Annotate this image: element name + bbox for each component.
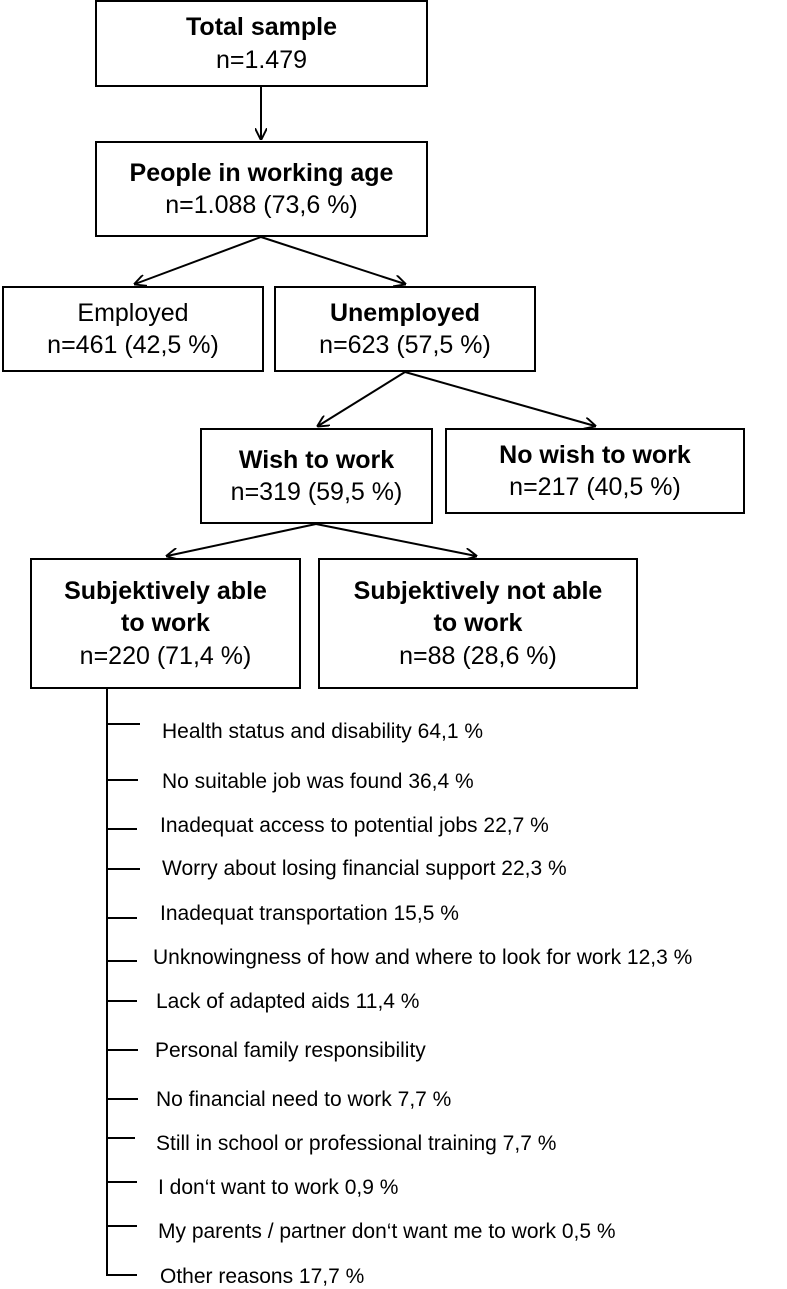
arrow-working-age-to-employed (135, 237, 261, 284)
employed-title: Employed (77, 298, 189, 327)
able-to-work-title-line1: Subjektively able (64, 576, 267, 605)
reason-transportation: Inadequat transportation 15,5 % (160, 902, 459, 925)
total-sample-count: n=1.479 (215, 45, 308, 74)
no-wish-to-work-title: No wish to work (499, 440, 691, 469)
wish-to-work-box (200, 428, 433, 524)
reason-adapted-aids: Lack of adapted aids 11,4 % (156, 990, 420, 1013)
no-wish-to-work-box (445, 428, 745, 514)
working-age-title: People in working age (129, 158, 394, 187)
working-age-box (95, 141, 428, 237)
reason-other: Other reasons 17,7 % (160, 1265, 365, 1288)
reason-financial-support: Worry about losing financial support 22,3 % (162, 857, 567, 880)
reason-school-training: Still in school or professional training 7,7 % (156, 1132, 557, 1155)
arrow-working-age-to-unemployed (261, 237, 405, 284)
reason-no-suitable-job: No suitable job was found 36,4 % (162, 770, 474, 793)
arrow-wish-to-able (167, 524, 316, 556)
wish-to-work-count: n=319 (59,5 %) (230, 478, 403, 506)
working-age-count: n=1.088 (73,6 %) (165, 191, 358, 219)
arrow-unemployed-to-wish (318, 372, 405, 426)
reason-health: Health status and disability 64,1 % (162, 720, 484, 743)
unemployed-count: n=623 (57,5 %) (319, 331, 491, 359)
not-able-to-work-title-line1: Subjektively not able (353, 576, 603, 605)
employed-count: n=461 (42,5 %) (47, 331, 219, 359)
total-sample-box (95, 0, 428, 87)
not-able-to-work-title-line2: to work (433, 609, 523, 638)
wish-to-work-title: Wish to work (238, 445, 395, 474)
arrow-wish-to-not-able (316, 524, 476, 556)
reason-parents-partner: My parents / partner don‘t want me to work 0,5 % (158, 1220, 616, 1243)
arrow-unemployed-to-no-wish (405, 372, 595, 426)
unemployed-box (274, 286, 536, 372)
unemployed-title: Unemployed (329, 298, 481, 327)
employed-box (2, 286, 264, 372)
reason-dont-want: I don‘t want to work 0,9 % (158, 1176, 399, 1199)
reason-no-financial-need: No financial need to work 7,7 % (156, 1088, 452, 1111)
total-sample-title: Total sample (186, 13, 337, 41)
not-able-to-work-count: n=88 (28,6 %) (399, 641, 557, 670)
able-to-work-count: n=220 (71,4 %) (79, 641, 252, 670)
able-to-work-box (30, 558, 301, 689)
reason-access-to-jobs: Inadequat access to potential jobs 22,7 % (160, 814, 549, 837)
able-to-work-title-line2: to work (121, 609, 210, 638)
reason-family-responsibility: Personal family responsibility (155, 1039, 426, 1062)
no-wish-to-work-count: n=217 (40,5 %) (509, 473, 681, 501)
not-able-to-work-box (318, 558, 638, 689)
reason-unknowingness: Unknowingness of how and where to look for work 12,3 % (153, 946, 693, 969)
